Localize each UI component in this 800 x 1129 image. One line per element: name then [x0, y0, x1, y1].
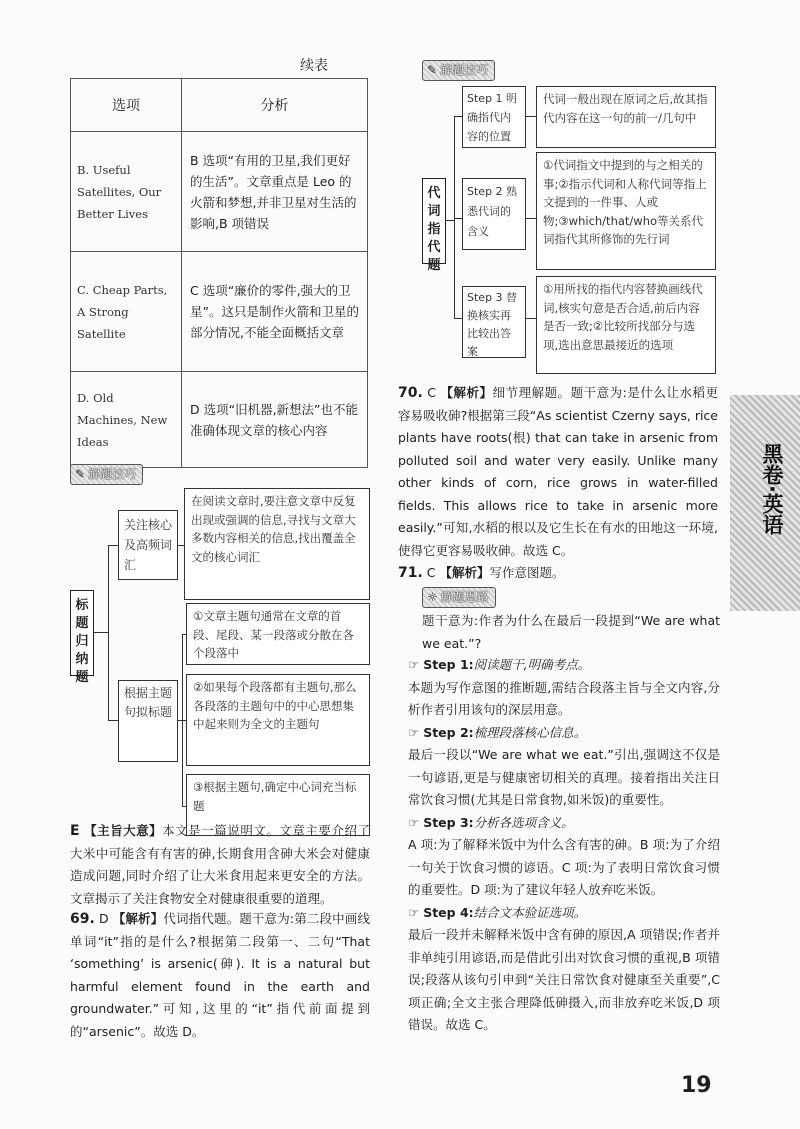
table-header-analysis: 分析	[182, 79, 368, 132]
options-table	[70, 78, 368, 468]
step-block	[408, 654, 720, 677]
analysis-tag: 【解析】	[440, 385, 493, 400]
step-block	[408, 722, 720, 745]
page-number: 19	[681, 1073, 712, 1098]
step-hint: 结合文本验证选项。	[473, 904, 587, 920]
step-text: 最后一段并未解释米饭中含有砷的原因,A 项错误;作者并非单纯引用谚语,而是借此引出对饮食习惯的重视,B 项错误;段落从该句引申到“关注日常饮食对健康至关重要”,C 项正确;全文主张合理降低砷摄入,而非放弃吃米饭,D 项错误。故选 C。	[408, 927, 720, 1032]
pointing-hand-icon: ☞	[408, 724, 420, 740]
step-label: Step 3:	[423, 814, 474, 830]
step-text: A 项:为了解释米饭中为什么含有害的砷。B 项:为了介绍一句关于饮食习惯的谚语。C 项:为了表明日常饮食习惯的重要性。D 项:为了建议年轻人放弃吃米饭。	[408, 837, 720, 897]
connector-line	[454, 116, 462, 117]
passage-tag: E	[70, 823, 80, 839]
tip-box-item: ③根据主题句,确定中心词充当标题	[186, 774, 370, 836]
step-label: Step 1:	[423, 657, 474, 672]
step-hint: 分析各选项含义。	[473, 814, 574, 830]
question-70-explanation	[398, 382, 718, 562]
question-71-intro: 题干意为:作者为什么在最后一段提到“We are what we eat.”?	[422, 613, 720, 651]
pointing-hand-icon: ☞	[408, 814, 420, 830]
step-label: Step 3 替换核实再比较出答案	[462, 286, 526, 358]
connector-line	[526, 116, 536, 117]
table-cell-analysis: C 选项“廉价的零件,强大的卫星”。这只是制作火箭和卫星的部分情况,不能全面概括文章	[182, 252, 368, 372]
step-hint: 梳理段落核心信息。	[473, 724, 587, 740]
question-number: 70.	[398, 385, 423, 401]
diagram-root-title-question: 标题归纳题	[70, 590, 94, 676]
tip-box-item: ②如果每个段落都有主题句,那么各段落的主题句中的中心思想集中起来则为全文的主题句	[186, 674, 370, 766]
question-number: 71.	[398, 565, 423, 581]
tip-box-keywords: 在阅读文章时,要注意文章中反复出现或强调的信息,寻找与文章大多数内容相关的信息,找出覆盖全文的核心词汇	[184, 488, 370, 600]
side-tab-label: 黑卷·英语	[760, 443, 784, 535]
table-cell-option: D. Old Machines, New Ideas	[71, 372, 182, 468]
analysis-text: 代词指代题。题干意为:第二段中画线单词“it”指的是什么?根据第二段第一、二句“That ‘something’ is arsenic(砷). It is a natural but harmful element found in the earth and groundwater.”可知,这里的“it”指代前面提到的“arsenic”。故选 D。	[70, 911, 370, 1039]
connector-line	[108, 545, 118, 546]
step-label: Step 2:	[423, 724, 474, 740]
connector-line	[526, 218, 536, 219]
answer-letter: D	[98, 911, 109, 926]
analysis-tag: 【解析】	[112, 911, 164, 926]
pointing-hand-icon: ☞	[408, 904, 420, 920]
tips-banner-label: 解题技巧	[440, 63, 489, 77]
table-cell-option: B. Useful Satellites, Our Better Lives	[71, 132, 182, 252]
step-label: Step 2 熟悉代词的含义	[462, 178, 526, 250]
summary-text: 本文是一篇说明文。文章主要介绍了大米中可能含有有害的砷,长期食用含砷大米会对健康造成问题,同时介绍了让大米食用起来更安全的方法。文章揭示了关注食物安全对健康很重要的道理。	[70, 823, 370, 906]
tips-banner-label: 解题技巧	[88, 467, 137, 481]
connector-line	[108, 545, 109, 721]
summary-tag: 【主旨大意】	[84, 823, 163, 838]
connector-line	[526, 318, 536, 319]
step-label: Step 1 明确指代内容的位置	[462, 86, 526, 148]
step-text: 最后一段以“We are what we eat.”引出,强调这不仅是一句谚语,更是与健康密切相关的真理。接着指出关注日常饮食习惯(尤其是日常食物,如米饭)的重要性。	[408, 747, 720, 807]
diagram-root-pronoun-question: 代词指代题	[422, 178, 446, 264]
step-text: 本题为写作意图的推断题,需结合段落主旨与全文内容,分析作者引用该句的深层用意。	[408, 679, 720, 717]
tips-banner	[422, 60, 495, 81]
step-block	[408, 902, 720, 925]
table-cell-analysis: B 选项“有用的卫星,我们更好的生活”。文章重点是 Leo 的火箭和梦想,并非卫星对生活的影响,B 项错误	[182, 132, 368, 252]
pointing-hand-icon: ☞	[408, 657, 420, 672]
wrench-icon: ✎	[427, 63, 438, 77]
question-71-steps	[408, 654, 720, 1037]
step-box: ①用所找的指代内容替换画线代词,核实句意是否合适,前后内容是否一致;②比较所找部分与选项,选出意思最接近的选项	[536, 276, 716, 374]
passage-e-summary	[70, 820, 370, 910]
continued-label: 续表	[300, 58, 328, 74]
step-box: ①代词指文中提到的与之相关的事;②指示代词和人称代词等指上文提到的一件事、人或物;③which/that/who等关系代词指代其所修饰的先行词	[536, 152, 716, 270]
analysis-text: 写作意图题。	[489, 565, 565, 580]
branch-label-topic-sentence: 根据主题句拟标题	[118, 680, 178, 762]
step-label: Step 4:	[423, 904, 474, 920]
step-box: 代词一般出现在原词之后,故其指代内容在这一句的前一/几句中	[536, 86, 716, 148]
analysis-tag: 【解析】	[439, 565, 490, 580]
connector-line	[454, 116, 455, 318]
side-tab	[730, 395, 800, 611]
question-71-header	[398, 562, 718, 585]
table-cell-analysis: D 选项“旧机器,新想法”也不能准确体现文章的核心内容	[182, 372, 368, 468]
table-header-option: 选项	[71, 79, 182, 132]
connector-line	[94, 632, 108, 633]
step-block	[408, 812, 720, 835]
connector-line	[108, 720, 118, 721]
tips-banner	[70, 464, 143, 485]
question-69-explanation	[70, 908, 370, 1043]
branch-label-keywords: 关注核心及高频词汇	[118, 510, 178, 580]
connector-line	[454, 318, 462, 319]
table-cell-option: C. Cheap Parts, A Strong Satellite	[71, 252, 182, 372]
answer-letter: C	[427, 385, 437, 400]
approach-banner-label: 解题思路	[440, 590, 489, 604]
answer-letter: C	[426, 565, 436, 580]
connector-line	[446, 220, 454, 221]
connector-line	[454, 218, 462, 219]
approach-banner	[422, 587, 496, 608]
tip-box-item: ①文章主题句通常在文章的首段、尾段、某一段落或分散在各个段落中	[186, 603, 370, 665]
lightbulb-icon: ☼	[427, 590, 438, 604]
question-number: 69.	[70, 911, 95, 927]
analysis-text: 细节理解题。题干意为:是什么让水稻更容易吸收砷?根据第三段“As scientist Czerny says, rice plants have roots(根) that can take in arsenic from polluted soil and water very easily. Unlike many other kinds of corn, rice grows in water-filled fields. This allows rice to take in arsenic more easily.”可知,水稻的根以及它生长在有水的田地这一环境,使得它更容易吸收砷。故选 C。	[398, 385, 718, 558]
step-hint: 阅读题干,明确考点。	[473, 657, 591, 672]
wrench-icon: ✎	[75, 467, 86, 481]
